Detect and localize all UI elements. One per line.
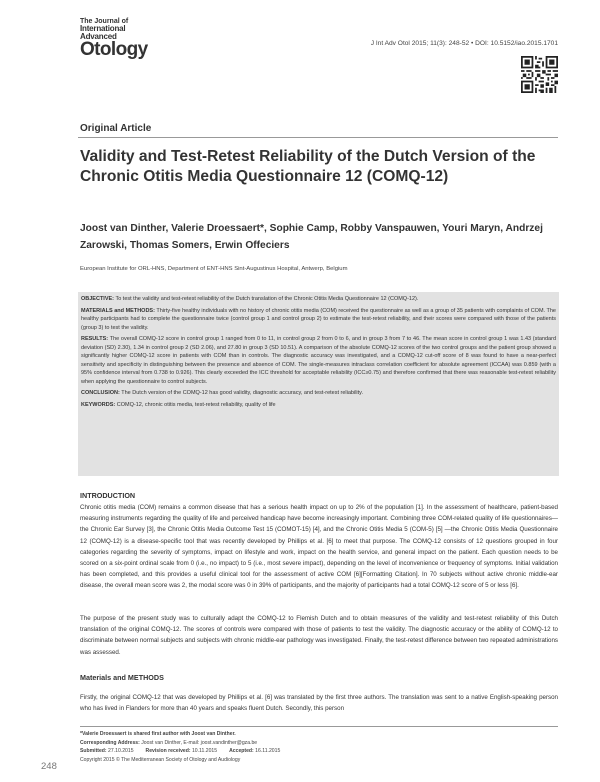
introduction-paragraph-2: The purpose of the present study was to culturally adapt the COMQ-12 to Flemish Dutch and to obtain measures of the validity and test-retest reliability of this Dutch translation of the original COMQ-12. The scores of controls were compared with those of patients to test the validity. The diagnostic accuracy or the ability of COMQ-12 to discriminate between normal subjects and subjects with chronic middle-ear pathology was investigated. Finally, the test-retest difference between two repeated administrations was assessed. <box>80 615 558 656</box>
abstract-methods: MATERIALS and METHODS: Thirty-five healthy individuals with no history of chronic otitis media (COM) received the questionnaire as well as a group of 35 patients with complaints of COM. The healthy participants had to complete the questionnaire twice (control group 1 and control group 2) to estimate the test-retest reliability, and their scores were compared with those of the patients (group 3) to test the validity. <box>81 307 556 331</box>
logo-line-2: International <box>80 24 126 33</box>
accepted-date: Accepted: 16.11.2015 <box>229 748 281 755</box>
revision-date: Revision received: 10.11.2015 <box>145 748 218 755</box>
citation: J Int Adv Otol 2015; 11(3): 248-52 • DOI: 10.5152/iao.2015.1701 <box>370 40 558 47</box>
article-type: Original Article <box>80 123 152 134</box>
author-list: Joost van Dinther, Valerie Droessaert*, Sophie Camp, Robby Vanspauwen, Youri Maryn, Andrzej Zarowski, Thomas Somers, Erwin Offeciers <box>80 223 543 251</box>
abstract-objective: OBJECTIVE: To test the validity and test-retest reliability of the Dutch translation of the Chronic Otitis Media Questionnaire 12 (COMQ-12). <box>81 296 419 302</box>
footnotes <box>80 730 558 764</box>
footnote-divider <box>80 726 558 727</box>
logo-line-3: Advanced <box>80 32 117 41</box>
submitted-date: Submitted: 27.10.2015 <box>80 748 134 755</box>
abstract-keywords: KEYWORDS: COMQ-12, chronic otitis media, test-retest reliability, quality of life <box>81 401 276 408</box>
introduction-heading: INTRODUCTION <box>80 491 136 500</box>
page-number: 248 <box>41 761 57 772</box>
journal-logo <box>80 18 150 58</box>
introduction-paragraph-1: Chronic otitis media (COM) remains a common disease that has a serious health impact on up to 2% of the population [1]. In the assessment of healthcare, patient-based measuring instruments regarding the quality of life and perceived handicap have become increasingly important. Combining three COM-related quality of life questionnaires—the Chronic Ear Survey [3], the Chronic Otitis Media Outcome Test 15 (COMOT-15) [4], and the Chronic Otitis Media 5 (COM-5) [5] —the Chronic Otitis Media Questionnaire 12 (COMQ-12) is a disease-specific tool that was recently developed by Phillips et al. [6] to meet that purpose. The COMQ-12 consists of 12 questions grouped in four categories regarding the severity of symptoms, impact on lifestyle and work, impact on the health service, and general impact on the patient. Each question needs to be scored on a six-point ordinal scale from 0 (i.e., no impact) to 5 (i.e., most severe impact), depending on the level of inconvenience or frequency of symptoms. Initial validation has been completed, and this provides a useful clinical tool for the assessment of active COM [6][Formatting Citation]. In 70 subjects without active chronic middle-ear disease, the overall mean score was 2, the modal score was 0 in 39% of participants, and the majority of participants had a total COMQ-12 score of 5 or less [6]. <box>80 504 558 590</box>
article-title: Validity and Test-Retest Reliability of the Dutch Version of the Chronic Otitis Media Questionnaire 12 (COMQ-12) <box>80 148 536 185</box>
methods-paragraph-1: Firstly, the original COMQ-12 that was developed by Phillips et al. [6] was translated by the first three authors. The translation was sent to a native English-speaking person who has lived in Flanders for more than 40 years and speaks fluent Dutch. Secondly, this person <box>80 694 558 713</box>
corresponding-address: Corresponding Address: Joost van Dinther, E-mail: joost.vandinther@gza.be <box>80 739 258 746</box>
divider <box>78 137 558 138</box>
affiliation: European Institute for ORL-HNS, Department of ENT-HNS Sint-Augustinus Hospital, Antwerp, Belgium <box>80 266 348 272</box>
logo-line-4: Otology <box>80 39 148 60</box>
methods-heading: Materials and METHODS <box>80 673 164 682</box>
abstract-box <box>78 292 559 476</box>
abstract-conclusion: CONCLUSION: The Dutch version of the COMQ-12 has good validity, diagnostic accuracy, and test-retest reliability. <box>81 390 364 396</box>
logo-line-1: The Journal of <box>80 18 129 25</box>
dates-row <box>80 747 558 756</box>
copyright: Copyright 2015 © The Mediterranean Society of Otology and Audiology <box>80 756 241 763</box>
shared-author-note: *Valerie Droessaert is shared first author with Joost van Dinther. <box>80 731 236 737</box>
abstract-results: RESULTS: The overall COMQ-12 score in control group 1 ranged from 0 to 11, in control group 2 from 0 to 6, and in group 3 from 7 to 46. The mean score in control group 1 was 1.43 (standard deviation (SD) 2.30), 1.34 in control group 2 (SD 2.06), and 27.80 in group 3 (SD 10.51). A comparison of the absolute COMQ-12 scores of the two control groups and the patient group showed a significantly higher COMQ-12 score in patients with COM than in controls. The diagnostic accuracy was investigated, and a COMQ-12 cut-off score of 8 was found to have a near-perfect sensitivity and specificity in distinguishing between the presence and absence of COM. The single-measures intraclass correlation coefficient for absolute agreement (ICCAA) was 0.859 (with a 95% confidence interval from 0.738 to 0.926). This clearly exceeded the ICC threshold for acceptable reliability (ICC≥0.75) and therefore confirmed that there was reasonable test-retest reliability when applying the questionnaire to control subjects. <box>81 336 557 385</box>
qr-code-icon[interactable] <box>521 56 558 93</box>
